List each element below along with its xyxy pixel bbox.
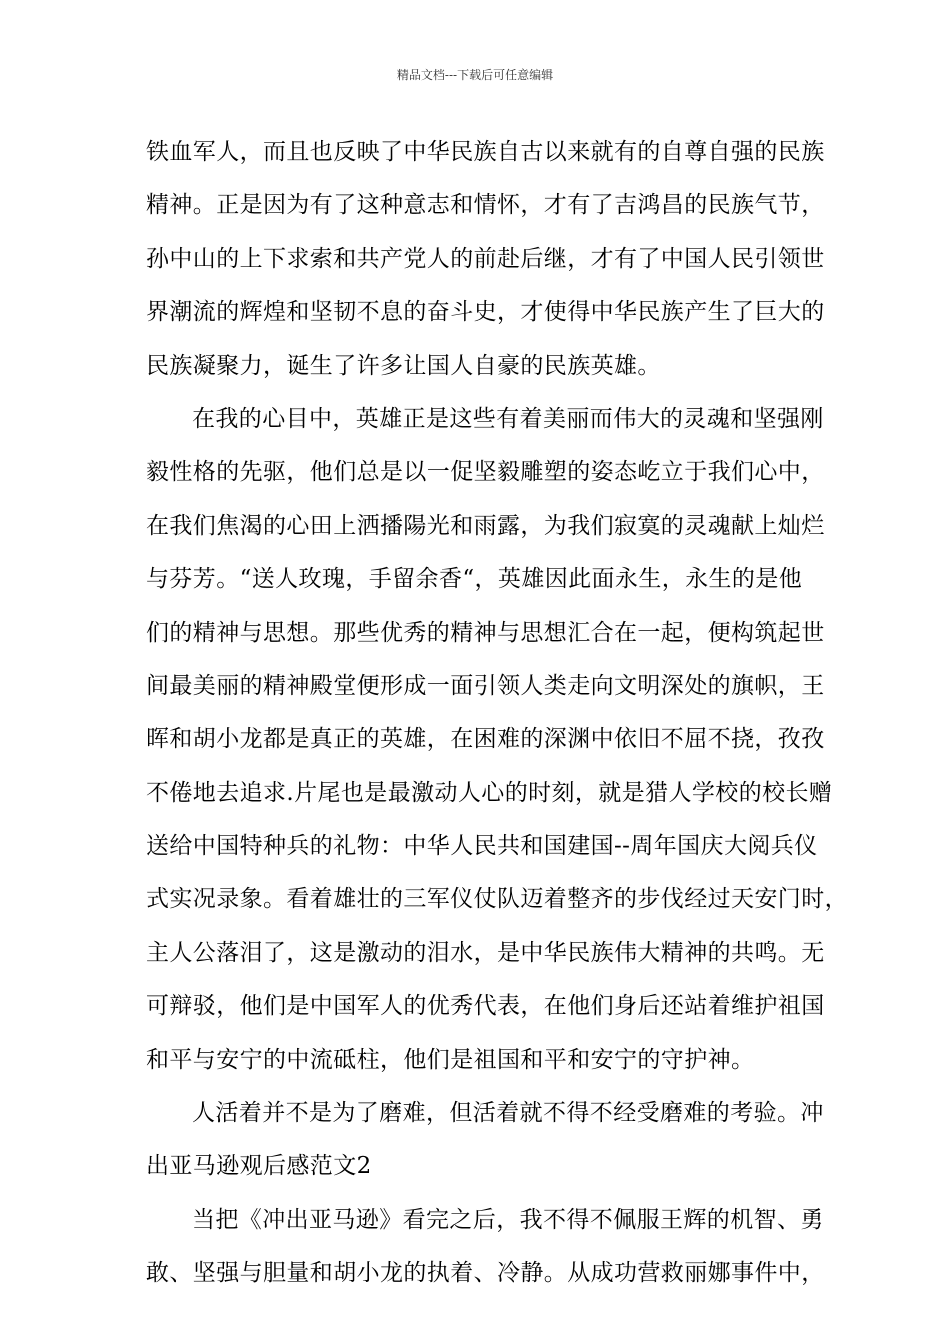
- text-line: 不倦地去追求.片尾也是最激动人心的时刻，就是猎人学校的校长赠: [146, 779, 833, 806]
- document-body: [146, 126, 848, 1301]
- text-line: 民族凝聚力，诞生了许多让国人自豪的民族英雄。: [146, 352, 661, 379]
- text-line: 孙中山的上下求索和共产党人的前赴后继，才有了中国人民引领世: [146, 245, 825, 272]
- page-header: 精品文档---下载后可任意编辑: [396, 68, 554, 82]
- text-line: 送给中国特种兵的礼物：中华人民共和国建国--周年国庆大阅兵仪: [146, 833, 818, 860]
- text-line: 精神。正是因为有了这种意志和情怀，才有了吉鸿昌的民族气节，: [146, 192, 825, 219]
- text-line: 在我的心目中，英雄正是这些有着美丽而伟大的灵魂和坚强刚: [192, 405, 824, 432]
- text-line: 可辩驳，他们是中国军人的优秀代表，在他们身后还站着维护祖国: [146, 993, 825, 1020]
- text-line: 主人公落泪了，这是激动的泪水，是中华民族伟大精神的共鸣。无: [146, 939, 825, 966]
- text-line: 与芬芳。“送人玫瑰，手留余香“，英雄因此面永生，永生的是他: [146, 566, 803, 593]
- text-line: 间最美丽的精神殿堂便形成一面引领人类走向文明深处的旗帜，王: [146, 672, 825, 699]
- text-line: 在我们焦渴的心田上洒播陽光和雨露，为我们寂寞的灵魂献上灿烂: [146, 512, 825, 539]
- text-line: 出亚马逊观后感范文2: [146, 1153, 372, 1180]
- text-line: 式实况录象。看着雄壮的三军仪仗队迈着整齐的步伐经过天安门时，: [146, 886, 848, 913]
- text-line: 人活着并不是为了磨难，但活着就不得不经受磨难的考验。冲: [192, 1100, 824, 1127]
- text-line: 当把《冲出亚马逊》看完之后，我不得不佩服王辉的机智、勇: [192, 1206, 824, 1233]
- text-line: 和平与安宁的中流砥柱，他们是祖国和平和安宁的守护神。: [146, 1046, 755, 1073]
- text-line: 敢、坚强与胆量和胡小龙的执着、冷静。从成功营救丽娜事件中，: [146, 1260, 825, 1287]
- text-line: 毅性格的先驱，他们总是以一促坚毅雕塑的姿态屹立于我们心中，: [146, 459, 825, 486]
- text-line: 铁血军人，而且也反映了中华民族自古以来就有的自尊自强的民族: [146, 139, 825, 165]
- text-line: 们的精神与思想。那些优秀的精神与思想汇合在一起，便构筑起世: [146, 619, 825, 646]
- text-line: 界潮流的辉煌和坚韧不息的奋斗史，才使得中华民族产生了巨大的: [146, 299, 825, 326]
- text-line: 晖和胡小龙都是真正的英雄，在困难的深渊中依旧不屈不挠，孜孜: [146, 726, 825, 753]
